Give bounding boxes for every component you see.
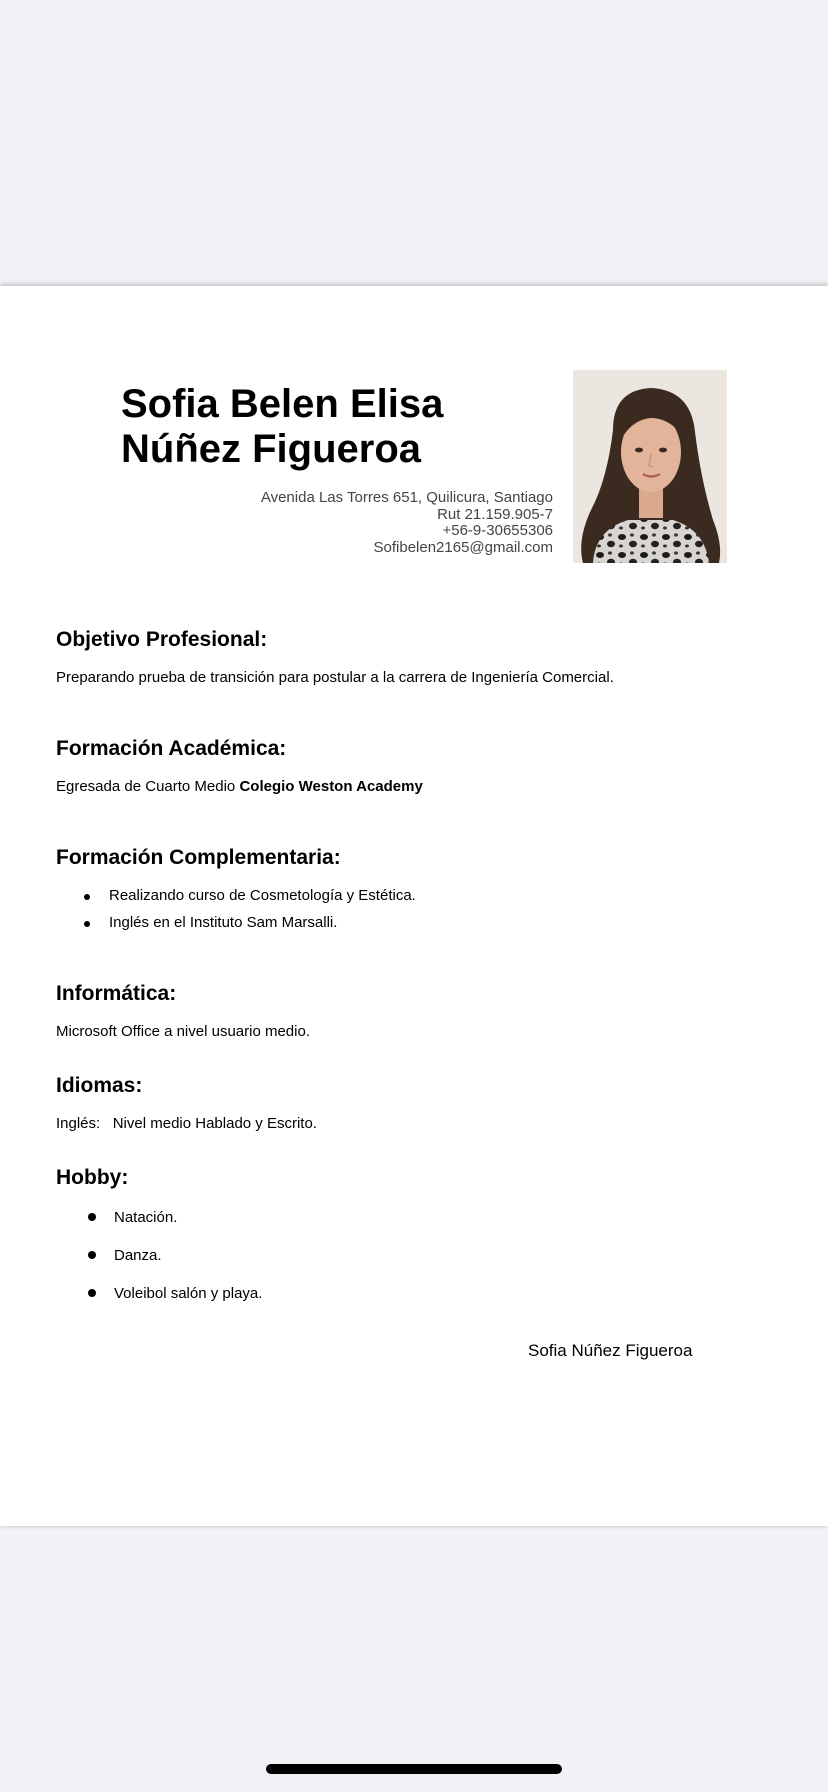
list-item-text: Realizando curso de Cosmetología y Estética. <box>109 887 416 904</box>
section-title-languages: Idiomas: <box>56 1074 143 1097</box>
list-item-text: Voleibol salón y playa. <box>114 1285 263 1302</box>
document-page[interactable] <box>0 286 828 1526</box>
email: Sofibelen2165@gmail.com <box>373 538 553 556</box>
contact-info <box>261 490 553 556</box>
full-name <box>121 382 443 472</box>
bullet-icon <box>88 1251 96 1259</box>
bullet-icon <box>84 921 90 927</box>
academic-degree: Egresada de Cuarto Medio <box>56 778 236 795</box>
bullet-icon <box>88 1289 96 1297</box>
section-title-complementary: Formación Complementaria: <box>56 846 341 869</box>
it-text: Microsoft Office a nivel usuario medio. <box>56 1023 310 1040</box>
bullet-icon <box>84 894 90 900</box>
academic-school: Colegio Weston Academy <box>239 778 423 795</box>
address: Avenida Las Torres 651, Quilicura, Santiago <box>260 489 553 506</box>
academic-text <box>56 778 423 795</box>
name-line-2: Núñez Figueroa <box>121 427 422 471</box>
languages-text <box>56 1115 317 1132</box>
objective-text: Preparando prueba de transición para postular a la carrera de Ingeniería Comercial. <box>56 669 614 686</box>
rut: Rut 21.159.905-7 <box>437 505 553 523</box>
section-title-objective: Objetivo Profesional: <box>56 628 268 651</box>
section-title-it: Informática: <box>56 982 177 1005</box>
home-indicator[interactable] <box>266 1764 562 1774</box>
bullet-icon <box>88 1213 96 1221</box>
language-level: Nivel medio Hablado y Escrito. <box>112 1115 317 1132</box>
section-title-hobby: Hobby: <box>56 1166 129 1189</box>
signature: Sofia Núñez Figueroa <box>528 1341 693 1360</box>
list-item-text: Inglés en el Instituto Sam Marsalli. <box>109 914 338 931</box>
portrait-illustration <box>573 370 727 563</box>
list-item-text: Danza. <box>114 1247 162 1264</box>
profile-photo <box>573 370 727 563</box>
phone: +56-9-30655306 <box>442 522 553 539</box>
name-line-1: Sofia Belen Elisa <box>121 382 444 426</box>
language-label: Inglés: <box>56 1115 101 1132</box>
list-item-text: Natación. <box>114 1209 178 1226</box>
section-title-academic: Formación Académica: <box>56 737 287 760</box>
